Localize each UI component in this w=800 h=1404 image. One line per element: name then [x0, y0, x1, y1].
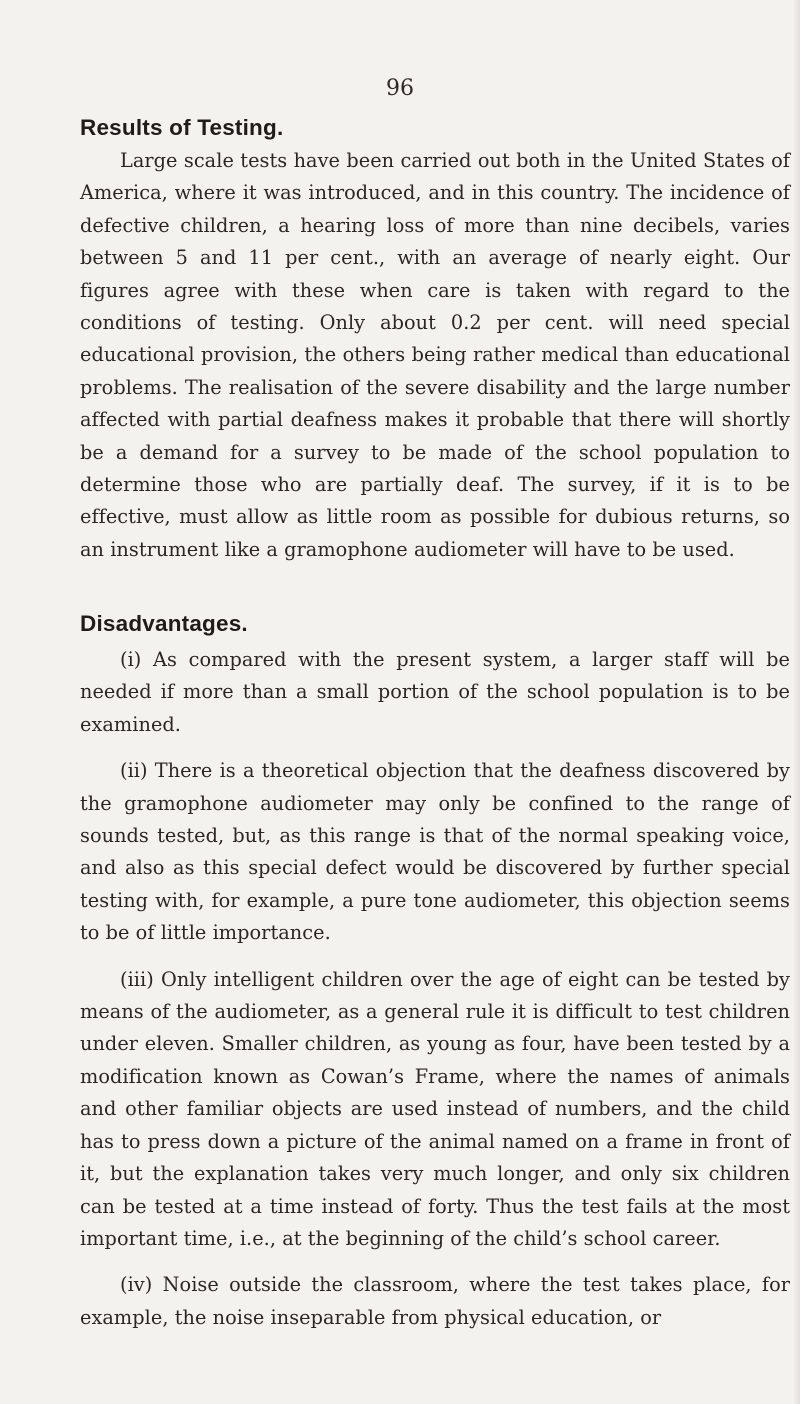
section-heading: Results of Testing.	[80, 115, 284, 140]
paragraph-item-i: (i) As compared with the present system, a larger staff will be needed if more than a small portion of the school population is to be examined.	[80, 648, 790, 736]
section-heading: Disadvantages.	[80, 611, 248, 636]
paragraph: Large scale tests have been carried out both in the United States of America, where it was introduced, and in this country. The incidence of defective children, a hearing loss of more than nine decibels, varies between 5 and 11 per cent., with an average of nearly eight. Our figures agree with these when care is taken with regard to the conditions of testing. Only about 0.2 per cent. will need special educational provision, the others being rather medical than educational problems. The realisation of the severe disability and the large number affected with partial deafness makes it probable that there will shortly be a demand for a survey to be made of the school population to determine those who are partially deaf. The survey, if it is to be effective, must allow as little room as possible for dubious returns, so an instrument like a gramophone audiometer will have to be used.	[80, 149, 790, 561]
page-edge	[794, 0, 800, 1404]
section-results-of-testing	[80, 114, 790, 566]
paragraph-item-iv: (iv) Noise outside the classroom, where the test takes place, for example, the noise inseparable from physical education, or	[80, 1273, 790, 1329]
section-disadvantages	[80, 610, 790, 1334]
paragraph-item-iii: (iii) Only intelligent children over the age of eight can be tested by means of the audiometer, as a general rule it is difficult to test children under eleven. Smaller children, as young as four, have been tested by a modification known as Cowan’s Frame, where the names of animals and other familiar objects are used instead of numbers, and the child has to press down a picture of the animal named on a frame in front of it, but the explanation takes very much longer, and only six children can be tested at a time instead of forty. Thus the test fails at the most important time, i.e., at the beginning of the child’s school career.	[80, 967, 790, 1250]
page-number: 96	[386, 76, 414, 101]
paragraph-item-ii: (ii) There is a theoretical objection that the deafness discovered by the gramophone audiometer may only be confined to the range of sounds tested, but, as this range is that of the normal speaking voice, and also as this special defect would be discovered by further special testing with, for example, a pure tone audiometer, this objection seems to be of little importance.	[80, 759, 790, 945]
